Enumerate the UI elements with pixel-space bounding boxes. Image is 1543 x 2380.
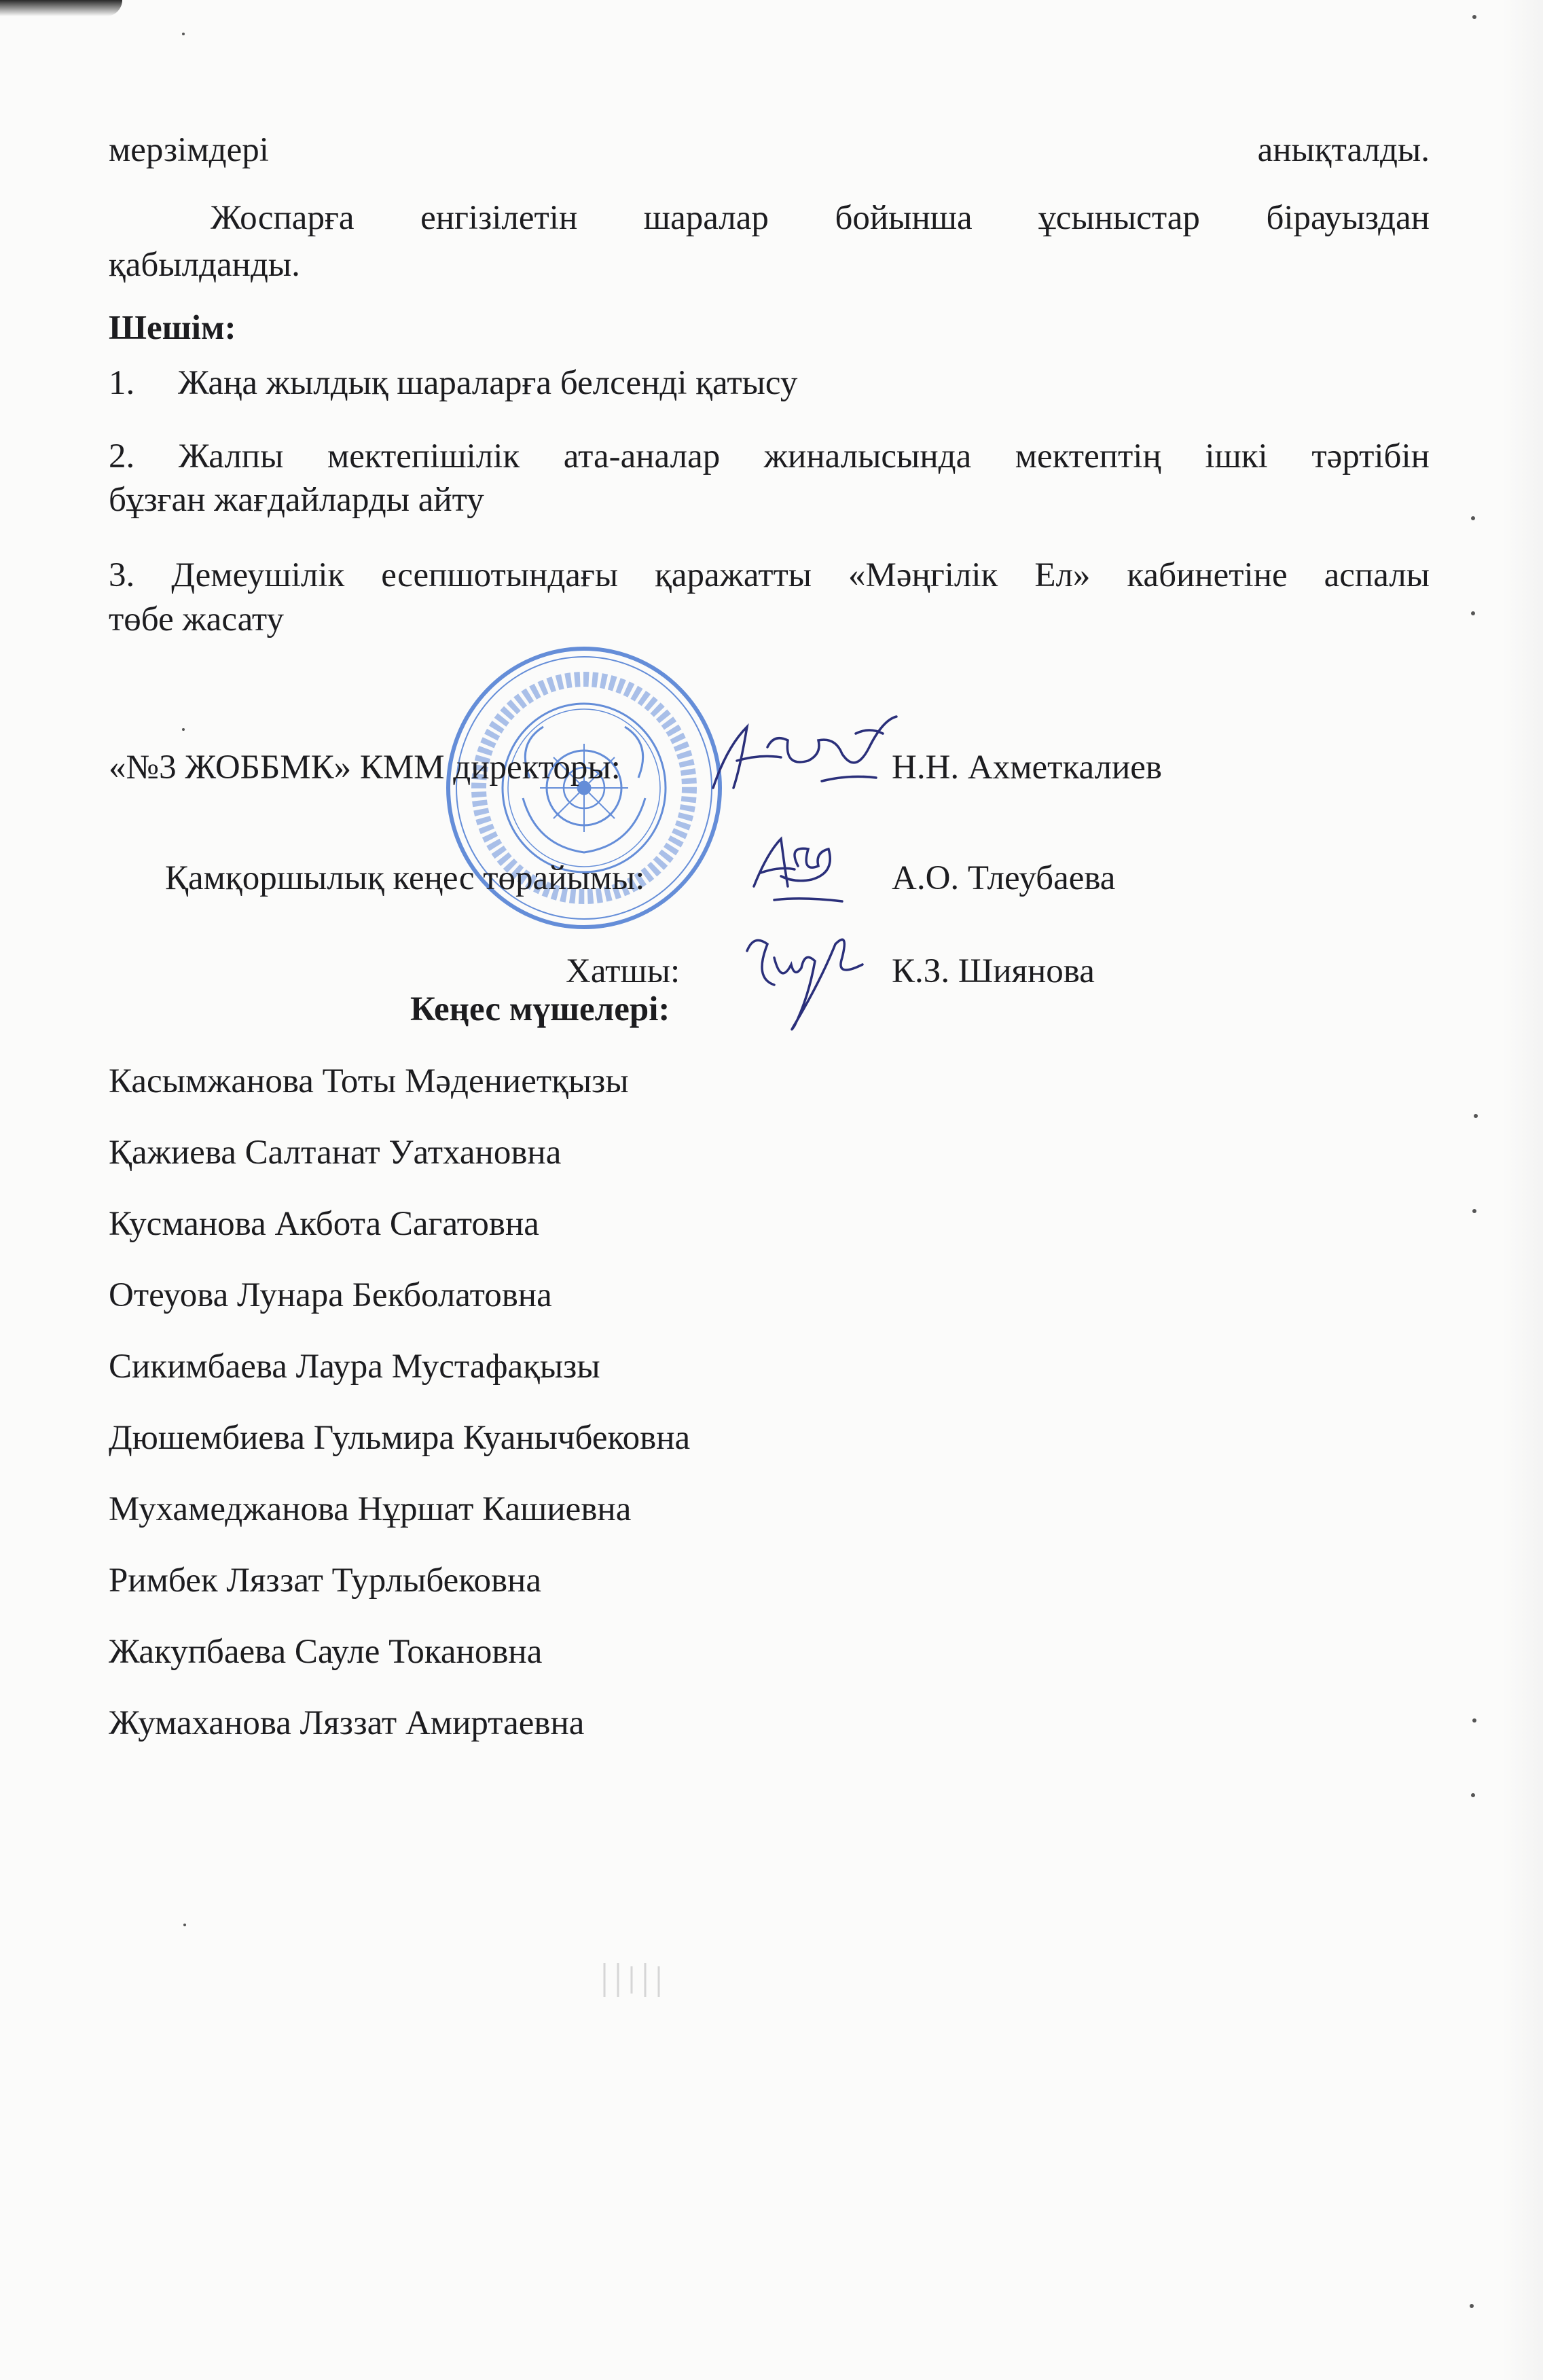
- intro-line-3: қабылданды.: [109, 246, 300, 284]
- member-name: Жакупбаева Сауле Токановна: [109, 1633, 543, 1671]
- decision-word: тәртібін: [1311, 437, 1430, 475]
- intro-word: Жоспарға: [211, 199, 355, 237]
- member-name: Қажиева Салтанат Уатхановна: [109, 1134, 562, 1172]
- bleed-through-mark: [598, 1956, 679, 2004]
- decision-word: мектептің: [1015, 437, 1161, 475]
- decision-item-2-line-1: [109, 437, 1430, 476]
- decision-item-3-line-1: [109, 556, 1430, 595]
- secretary-name: К.З. Шиянова: [892, 952, 1095, 990]
- decision-word: «Мәңгілік: [848, 556, 998, 594]
- chair-role: Қамқоршылық кеңес төрайымы:: [165, 859, 645, 897]
- decision-word: мектепішілік: [327, 437, 520, 475]
- director-role: «№3 ЖОББМК» КММ директоры:: [109, 749, 621, 787]
- scan-speck: [1471, 516, 1475, 520]
- decision-word: есепшотындағы: [381, 556, 619, 594]
- decision-item-1-number: 1.: [109, 364, 135, 402]
- decision-word: Ел»: [1034, 556, 1091, 594]
- members-heading: Кеңес мүшелері:: [410, 990, 670, 1028]
- secretary-role: Хатшы:: [566, 952, 680, 990]
- intro-word: анықталды.: [1257, 131, 1430, 169]
- intro-word: бірауыздан: [1266, 199, 1430, 237]
- scan-speck: [1474, 1114, 1478, 1118]
- intro-word: шаралар: [643, 199, 769, 237]
- secretary-signature: [733, 924, 883, 1039]
- decision-item-3-line-2: төбе жасату: [109, 600, 285, 638]
- member-name: Римбек Ляззат Турлыбековна: [109, 1562, 541, 1600]
- intro-word: бойынша: [835, 199, 973, 237]
- decision-word: кабинетіне: [1127, 556, 1288, 594]
- decision-heading: Шешім:: [109, 309, 236, 347]
- scan-speck: [1472, 1209, 1476, 1213]
- member-name: Сикимбаева Лаура Мустафақызы: [109, 1348, 600, 1386]
- scan-speck: [182, 728, 185, 731]
- member-name: Кусманова Акбота Сагатовна: [109, 1205, 539, 1243]
- member-name: Мухамеджанова Нұршат Кашиевна: [109, 1490, 632, 1528]
- director-name: Н.Н. Ахметкалиев: [892, 749, 1162, 787]
- decision-word: 2.: [109, 437, 135, 475]
- intro-word: мерзімдері: [109, 131, 269, 169]
- decision-word: Жалпы: [178, 437, 284, 475]
- scan-speck: [1471, 1793, 1475, 1797]
- member-name: Отеуова Лунара Бекболатовна: [109, 1276, 552, 1314]
- member-name: Жумаханова Ляззат Амиртаевна: [109, 1704, 585, 1742]
- director-signature: [700, 706, 903, 808]
- scan-speck: [1471, 611, 1475, 615]
- scan-edge-shadow: [1502, 0, 1543, 2380]
- intro-line-2: [211, 198, 1430, 238]
- decision-word: қаражатты: [655, 556, 812, 594]
- scan-corner-mark: [0, 0, 122, 16]
- chair-name: А.О. Тлеубаева: [892, 859, 1116, 897]
- chair-signature: [733, 825, 869, 914]
- decision-word: аспалы: [1324, 556, 1430, 594]
- decision-word: ата-аналар: [563, 437, 721, 475]
- decision-item-2-line-2: бұзған жағдайларды айту: [109, 481, 484, 519]
- scan-speck: [1472, 15, 1476, 19]
- member-name: Дюшембиева Гульмира Куанычбековна: [109, 1419, 691, 1457]
- intro-word: ұсыныстар: [1038, 199, 1200, 237]
- scan-speck: [1472, 1718, 1476, 1723]
- decision-item-1: Жаңа жылдық шараларға белсенді қатысу: [178, 364, 798, 402]
- member-name: Касымжанова Тоты Мәдениетқызы: [109, 1062, 629, 1100]
- decision-word: Демеушілік: [171, 556, 345, 594]
- decision-word: ішкі: [1205, 437, 1268, 475]
- decision-word: жиналысында: [763, 437, 972, 475]
- scan-speck: [1470, 2304, 1474, 2308]
- intro-line-1: [109, 130, 1430, 170]
- scan-speck: [182, 33, 185, 35]
- scan-speck: [183, 1924, 186, 1926]
- decision-word: 3.: [109, 556, 135, 594]
- intro-word: енгізілетін: [420, 199, 578, 237]
